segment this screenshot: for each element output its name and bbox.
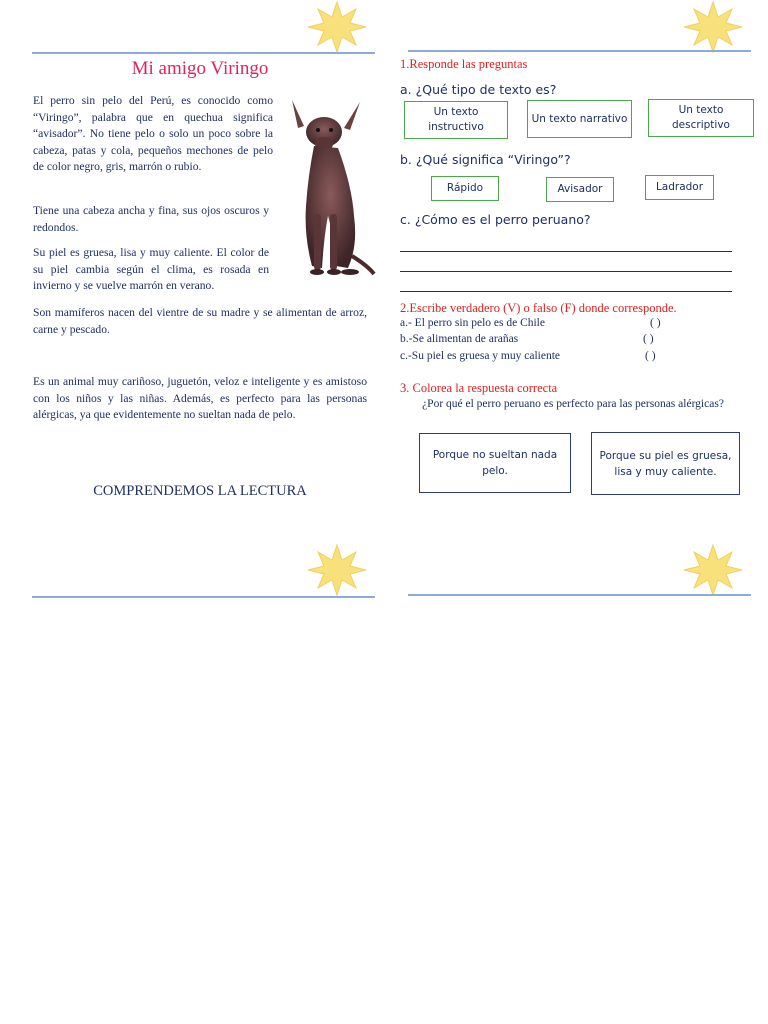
- sun-star-icon: [306, 0, 368, 54]
- answer-option-piel-gruesa[interactable]: Porque su piel es gruesa, lisa y muy caliente.: [591, 432, 740, 495]
- section-2-title: 2.Escribe verdadero (V) o falso (F) donde corresponde.: [400, 301, 677, 315]
- answer-option-no-sueltan-pelo[interactable]: Porque no sueltan nada pelo.: [419, 433, 571, 493]
- bottom-rule-right: [408, 594, 751, 596]
- paragraph: Es un animal muy cariñoso, juguetón, veloz e inteligente y es amistoso con los niños y las niñas. Además, es perfecto para las personas alérgicas, ya que evidentemente no sueltan nada de pelo.: [33, 375, 367, 421]
- section-1-title: 1.Responde las preguntas: [400, 57, 528, 71]
- option-descriptivo[interactable]: Un texto descriptivo: [648, 99, 754, 137]
- paragraph: Son mamíferos nacen del vientre de su madre y se alimentan de arroz, carne y pescado.: [33, 306, 367, 336]
- sun-star-icon: [682, 0, 744, 54]
- top-rule-right: [408, 50, 751, 52]
- paragraph: Tiene una cabeza ancha y fina, sus ojos oscuros y redondos.: [33, 204, 269, 234]
- bottom-rule-left: [32, 596, 375, 598]
- true-false-item: a.- El perro sin pelo es de Chile: [400, 317, 545, 329]
- reading-text-block: [33, 374, 367, 424]
- option-narrativo[interactable]: Un texto narrativo: [527, 100, 632, 138]
- question-c: c. ¿Cómo es el perro peruano?: [400, 212, 591, 227]
- option-avisador[interactable]: Avisador: [546, 177, 614, 202]
- answer-parentheses[interactable]: ( ): [645, 350, 656, 362]
- answer-line[interactable]: [400, 251, 732, 252]
- answer-line[interactable]: [400, 291, 732, 292]
- reading-text-block: [33, 203, 269, 236]
- true-false-item: c.-Su piel es gruesa y muy caliente: [400, 350, 560, 362]
- paragraph: El perro sin pelo del Perú, es conocido como “Viringo”, palabra que en quechua significa “avisador”. No tiene pelo o solo un poco sobre la cabeza, patas y cola, pequeños mechones de pelo de color negro, gris, marrón o rubio.: [33, 94, 273, 173]
- option-rapido[interactable]: Rápido: [431, 176, 499, 201]
- option-instructivo[interactable]: Un texto instructivo: [404, 101, 508, 139]
- page-title: Mi amigo Viringo: [131, 58, 269, 79]
- reading-text-block: [33, 245, 269, 295]
- true-false-item: b.-Se alimentan de arañas: [400, 333, 519, 345]
- question-b: b. ¿Qué significa “Viringo”?: [400, 152, 571, 167]
- sun-star-icon: [682, 543, 744, 597]
- option-ladrador[interactable]: Ladrador: [645, 175, 714, 200]
- top-rule-left: [32, 52, 375, 54]
- paragraph: Su piel es gruesa, lisa y muy caliente. El color de su piel cambia según el clima, es rosada en invierno y se vuelve marrón en verano.: [33, 246, 269, 292]
- section-3-question: ¿Por qué el perro peruano es perfecto para las personas alérgicas?: [422, 398, 724, 410]
- reading-text-block: [33, 93, 273, 176]
- section-heading: COMPRENDEMOS LA LECTURA: [93, 483, 307, 499]
- section-3-title: 3. Colorea la respuesta correcta: [400, 381, 558, 395]
- answer-parentheses[interactable]: ( ): [650, 317, 661, 329]
- sun-star-icon: [306, 543, 368, 597]
- hairless-dog-illustration: [278, 96, 376, 280]
- answer-parentheses[interactable]: ( ): [643, 333, 654, 345]
- question-a: a. ¿Qué tipo de texto es?: [400, 82, 557, 97]
- answer-line[interactable]: [400, 271, 732, 272]
- reading-text-block: [33, 305, 367, 338]
